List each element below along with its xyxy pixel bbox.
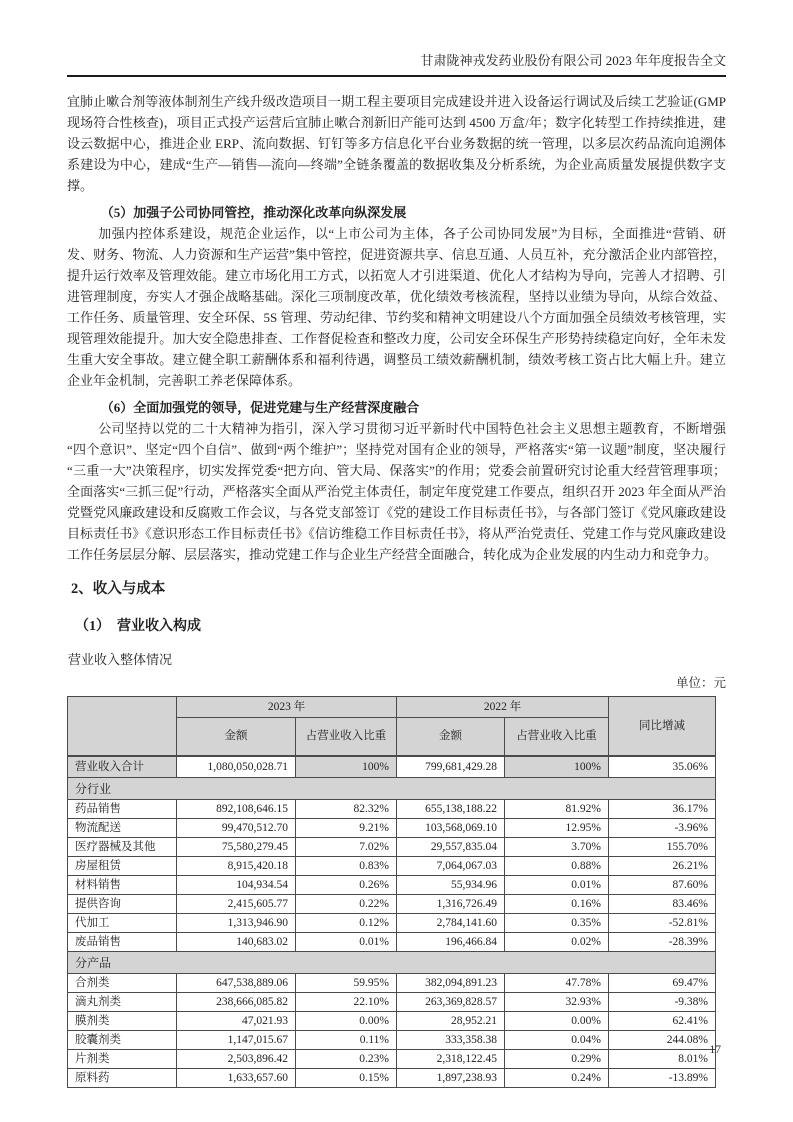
- row-label: 原料药: [68, 1069, 177, 1088]
- row-label: 滴丸剂类: [68, 993, 177, 1012]
- table-row: [68, 914, 716, 933]
- amount-2022-cell: 799,681,429.28: [397, 756, 505, 778]
- revenue-table-head: [68, 697, 716, 756]
- paragraph-item-6: 公司坚持以党的二十大精神为指引，深入学习贯彻习近平新时代中国特色社会主义思想主题教育，不断增强“四个意识”、坚定“四个自信”、做到“两个维护”；坚持党对国有企业的领导，严格落实“第一议题”制度，坚决履行“三重一大”决策程序，切实发挥党委“把方向、管大局、保落实”的作用；党委会前置研究讨论重大经营管理事项；全面落实“三抓三促”行动，严格落实全面从严治党主体责任，制定年度党建工作要点，组织召开 2023 年全面从严治党暨党风廉政建设和反腐败工作会议，与各党支部签订《党的建设工作目标责任书》，与各部门签订《党风廉政建设目标责任书》《意识形态工作目标责任书》《信访维稳工作目标责任书》，将从严治党责任、党建工作与党风廉政建设工作任务层层分解、层层落实，推动党建工作与企业生产经营全面融合，转化成为企业发展的内生动力和竞争力。: [67, 421, 726, 562]
- section-row-label: 分产品: [68, 952, 716, 974]
- unit-label: 单位：元: [675, 676, 726, 690]
- pct-2023-cell: 59.95%: [296, 974, 397, 993]
- amount-2022-cell: 55,934.96: [397, 876, 505, 895]
- amount-2022-cell: 263,369,828.57: [397, 993, 505, 1012]
- pct-2022-cell: 0.24%: [505, 1069, 609, 1088]
- amount-2023-cell: 892,108,646.15: [177, 800, 296, 819]
- revenue-table-body: [68, 756, 716, 1088]
- total-revenue-row: [68, 756, 716, 778]
- amount-2022-cell: 28,952.21: [397, 1012, 505, 1031]
- yoy-cell: -3.96%: [609, 819, 716, 838]
- yoy-cell: 35.06%: [609, 756, 716, 778]
- pct-2022-cell: 100%: [505, 756, 609, 778]
- amount-2023-cell: 1,633,657.60: [177, 1069, 296, 1088]
- amount-2022-header: 金额: [397, 718, 505, 756]
- paragraph-project-update: 宜肺止嗽合剂等液体制剂生产线升级改造项目一期工程主要项目完成建设并进入设备运行调试及后续工艺验证(GMP 现场符合性核查)，项目正式投产运营后宜肺止嗽合剂新旧产能可达到 4500 万盒/年；数字化转型工作持续推进，建设云数据中心，推进企业 ERP、流向数据、钉钉等多方信息化平台业务数据的统一管理，以多层次药品流向追溯体系建设为中心，建成“生产—销售—流向—终端”全链条覆盖的数据收集及分析系统，为企业高质量发展提供数字支撑。: [67, 94, 726, 193]
- yoy-cell: 26.21%: [609, 857, 716, 876]
- section-row: [68, 952, 716, 974]
- pct-2022-cell: 0.29%: [505, 1050, 609, 1069]
- yoy-cell: 36.17%: [609, 800, 716, 819]
- heading-item-6: （6）全面加强党的领导，促进党建与生产经营深度融合: [100, 400, 420, 415]
- row-label: 医疗器械及其他: [68, 838, 177, 857]
- pct-2023-cell: 0.83%: [296, 857, 397, 876]
- pct-2022-header: 占营业收入比重: [505, 718, 609, 756]
- pct-2022-cell: 3.70%: [505, 838, 609, 857]
- table-row: [68, 838, 716, 857]
- pct-2023-cell: 9.21%: [296, 819, 397, 838]
- pct-2022-cell: 12.95%: [505, 819, 609, 838]
- yoy-cell: 87.60%: [609, 876, 716, 895]
- yoy-cell: 8.01%: [609, 1050, 716, 1069]
- amount-2023-cell: 8,915,420.18: [177, 857, 296, 876]
- year-2022-header: 2022 年: [397, 697, 609, 718]
- table-caption: 营业收入整体情况: [68, 652, 173, 667]
- table-row: [68, 857, 716, 876]
- table-row: [68, 819, 716, 838]
- year-2023-header: 2023 年: [177, 697, 397, 718]
- document-header: [67, 52, 726, 77]
- amount-2022-cell: 103,568,069.10: [397, 819, 505, 838]
- pct-2022-cell: 0.01%: [505, 876, 609, 895]
- pct-2022-cell: 81.92%: [505, 800, 609, 819]
- pct-2023-cell: 0.00%: [296, 1012, 397, 1031]
- amount-2023-cell: 99,470,512.70: [177, 819, 296, 838]
- pct-2023-cell: 0.12%: [296, 914, 397, 933]
- section-row: [68, 778, 716, 800]
- amount-2022-cell: 333,358.38: [397, 1031, 505, 1050]
- table-row: [68, 895, 716, 914]
- section-title-revenue-cost: 2、收入与成本: [71, 581, 166, 597]
- pct-2023-cell: 22.10%: [296, 993, 397, 1012]
- pct-2022-cell: 0.16%: [505, 895, 609, 914]
- pct-2023-cell: 0.15%: [296, 1069, 397, 1088]
- yoy-cell: 69.47%: [609, 974, 716, 993]
- yoy-cell: 155.70%: [609, 838, 716, 857]
- amount-2022-cell: 2,318,122.45: [397, 1050, 505, 1069]
- amount-2022-cell: 2,784,141.60: [397, 914, 505, 933]
- table-row: [68, 1050, 716, 1069]
- heading-item-5: （5）加强子公司协同管控，推动深化改革向纵深发展: [100, 205, 407, 220]
- row-label: 片剂类: [68, 1050, 177, 1069]
- pct-2022-cell: 0.04%: [505, 1031, 609, 1050]
- amount-2023-cell: 1,147,015.67: [177, 1031, 296, 1050]
- amount-2023-cell: 1,080,050,028.71: [177, 756, 296, 778]
- yoy-cell: -13.89%: [609, 1069, 716, 1088]
- pct-2023-cell: 0.01%: [296, 933, 397, 952]
- yoy-header: 同比增减: [609, 697, 716, 756]
- pct-2022-cell: 32.93%: [505, 993, 609, 1012]
- row-label: 合剂类: [68, 974, 177, 993]
- pct-2023-cell: 0.26%: [296, 876, 397, 895]
- row-label: 药品销售: [68, 800, 177, 819]
- amount-2023-cell: 104,934.54: [177, 876, 296, 895]
- pct-2023-cell: 0.11%: [296, 1031, 397, 1050]
- yoy-cell: -9.38%: [609, 993, 716, 1012]
- amount-2023-header: 金额: [177, 718, 296, 756]
- pct-2023-cell: 0.22%: [296, 895, 397, 914]
- table-row: [68, 800, 716, 819]
- row-label: 房屋租赁: [68, 857, 177, 876]
- corner-cell: [68, 697, 177, 756]
- amount-2022-cell: 196,466.84: [397, 933, 505, 952]
- amount-2023-cell: 140,683.02: [177, 933, 296, 952]
- amount-2022-cell: 29,557,835.04: [397, 838, 505, 857]
- yoy-cell: -52.81%: [609, 914, 716, 933]
- row-label: 膜剂类: [68, 1012, 177, 1031]
- subsection-title-revenue-composition: （1） 营业收入构成: [75, 619, 201, 634]
- table-row: [68, 993, 716, 1012]
- yoy-cell: 62.41%: [609, 1012, 716, 1031]
- row-label: 废品销售: [68, 933, 177, 952]
- table-row: [68, 933, 716, 952]
- paragraph-item-5: 加强内控体系建设，规范企业运作，以“上市公司为主体，各子公司协同发展”为目标，全面推进“营销、研发、财务、物流、人力资源和生产运营”集中管控，促进资源共享、信息互通、人员互补，充分激活企业内部管控，提升运行效率及管理效能。建立市场化用工方式，以拓宽人才引进渠道、优化人才结构为导向，完善人才招聘、引进管理制度，夯实人才强企战略基础。深化三项制度改革，优化绩效考核流程，坚持以业绩为导向，从综合效益、工作任务、质量管理、安全环保、5S 管理、劳动纪律、节约奖和精神文明建设八个方面加强全员绩效考核管理，实现管理效能提升。加大安全隐患排查、工作督促检查和整改力度，公司安全环保生产形势持续稳定向好，全年未发生重大安全事故。建立健全职工薪酬体系和福利待遇，调整员工绩效薪酬机制，绩效考核工资占比大幅上升。建立企业年金机制，完善职工养老保障体系。: [67, 226, 726, 388]
- table-header-row-years: [68, 697, 716, 718]
- pct-2022-cell: 0.88%: [505, 857, 609, 876]
- amount-2023-cell: 2,415,605.77: [177, 895, 296, 914]
- amount-2023-cell: 1,313,946.90: [177, 914, 296, 933]
- row-label: 提供咨询: [68, 895, 177, 914]
- amount-2023-cell: 2,503,896.42: [177, 1050, 296, 1069]
- table-row: [68, 974, 716, 993]
- pct-2023-cell: 100%: [296, 756, 397, 778]
- table-row: [68, 1031, 716, 1050]
- pct-2022-cell: 0.00%: [505, 1012, 609, 1031]
- row-label: 代加工: [68, 914, 177, 933]
- amount-2023-cell: 47,021.93: [177, 1012, 296, 1031]
- amount-2022-cell: 1,316,726.49: [397, 895, 505, 914]
- table-row: [68, 1069, 716, 1088]
- yoy-cell: 244.08%: [609, 1031, 716, 1050]
- row-label: 营业收入合计: [68, 756, 177, 778]
- document-title: 甘肃陇神戎发药业股份有限公司 2023 年年度报告全文: [420, 53, 726, 68]
- amount-2022-cell: 655,138,188.22: [397, 800, 505, 819]
- row-label: 胶囊剂类: [68, 1031, 177, 1050]
- revenue-table: [67, 696, 716, 1088]
- amount-2023-cell: 75,580,279.45: [177, 838, 296, 857]
- amount-2022-cell: 1,897,238.93: [397, 1069, 505, 1088]
- pct-2023-cell: 82.32%: [296, 800, 397, 819]
- yoy-cell: -28.39%: [609, 933, 716, 952]
- pct-2023-cell: 7.02%: [296, 838, 397, 857]
- row-label: 物流配送: [68, 819, 177, 838]
- yoy-cell: 83.46%: [609, 895, 716, 914]
- table-row: [68, 876, 716, 895]
- pct-2022-cell: 0.35%: [505, 914, 609, 933]
- pct-2022-cell: 0.02%: [505, 933, 609, 952]
- amount-2023-cell: 647,538,889.06: [177, 974, 296, 993]
- pct-2023-header: 占营业收入比重: [296, 718, 397, 756]
- page-number: 17: [709, 1044, 721, 1056]
- pct-2023-cell: 0.23%: [296, 1050, 397, 1069]
- table-row: [68, 1012, 716, 1031]
- row-label: 材料销售: [68, 876, 177, 895]
- amount-2022-cell: 7,064,067.03: [397, 857, 505, 876]
- amount-2023-cell: 238,666,085.82: [177, 993, 296, 1012]
- section-row-label: 分行业: [68, 778, 716, 800]
- amount-2022-cell: 382,094,891.23: [397, 974, 505, 993]
- pct-2022-cell: 47.78%: [505, 974, 609, 993]
